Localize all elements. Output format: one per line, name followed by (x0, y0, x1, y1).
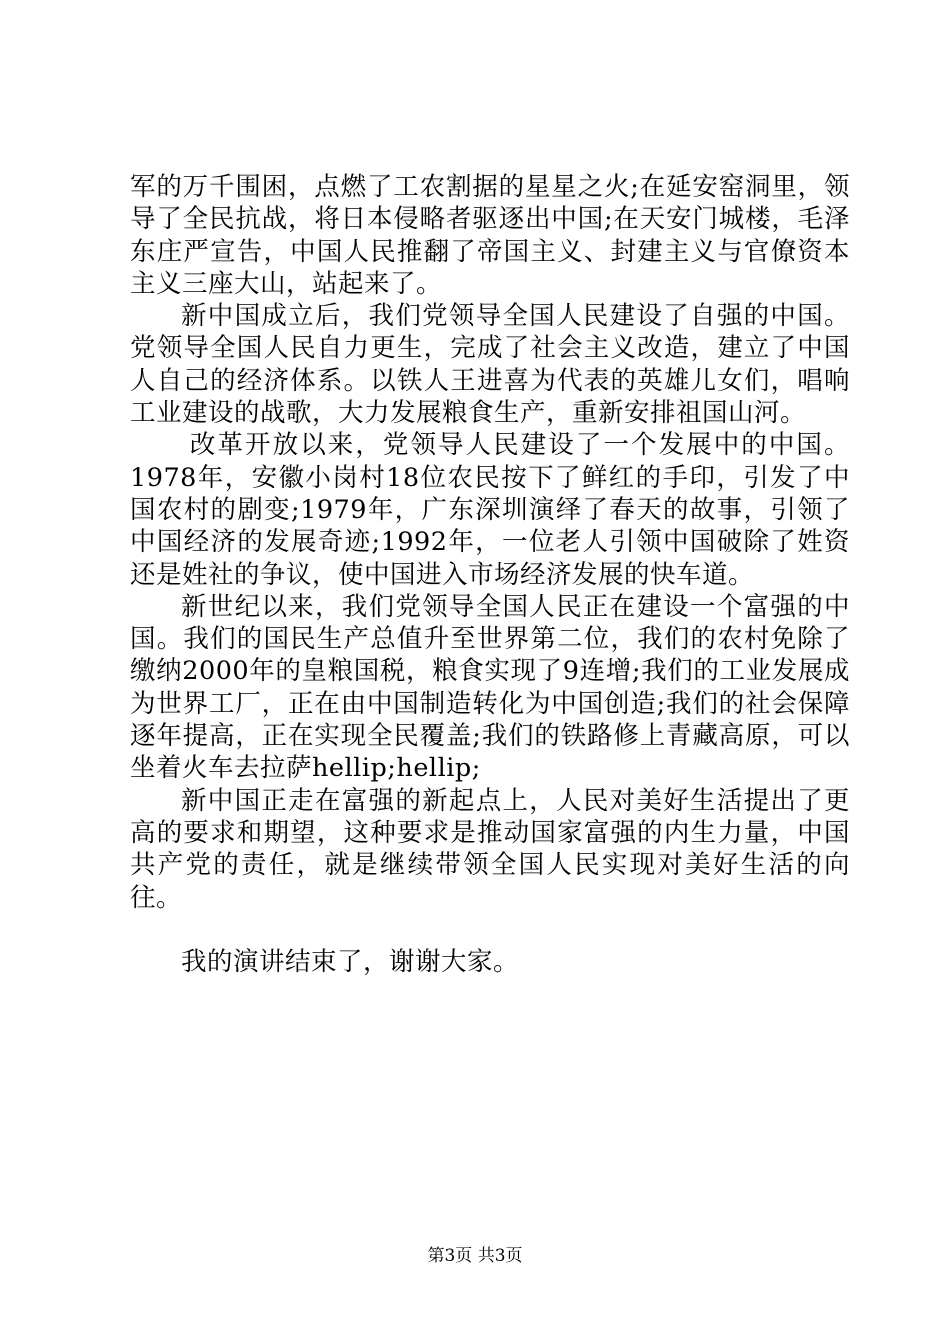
closing-remark: 我的演讲结束了，谢谢大家。 (181, 946, 520, 977)
document-body (130, 171, 850, 978)
paragraph-2: 新中国成立后，我们党领导全国人民建设了自强的中国。党领导全国人民自力更生，完成了社会主义改造，建立了中国人自己的经济体系。以铁人王进喜为代表的英雄儿女们，唱响工业建设的战歌，大力发展粮食生产，重新安排祖国山河。 (130, 301, 850, 429)
page-number: 第3页 共3页 (427, 1246, 523, 1266)
paragraph-1: 军的万千围困，点燃了工农割据的星星之火;在延安窑洞里，领导了全民抗战，将日本侵略者驱逐出中国;在天安门城楼，毛泽东庄严宣告，中国人民推翻了帝国主义、封建主义与官僚资本主义三座大山，站起来了。 (130, 172, 850, 299)
paragraph-5: 新中国正走在富强的新起点上，人民对美好生活提出了更高的要求和期望，这种要求是推动国家富强的内生力量，中国共产党的责任，就是继续带领全国人民实现对美好生活的向往。 (130, 785, 850, 913)
paragraph-4: 新世纪以来，我们党领导全国人民正在建设一个富强的中国。我们的国民生产总值升至世界第二位，我们的农村免除了缴纳2000年的皇粮国税，粮食实现了9连增;我们的工业发展成为世界工厂，正在由中国制造转化为中国创造;我们的社会保障逐年提高，正在实现全民覆盖;我们的铁路修上青藏高原，可以坐着火车去拉萨hellip;hellip; (130, 591, 850, 784)
page-footer (0, 1245, 950, 1267)
paragraph-3: 改革开放以来，党领导人民建设了一个发展中的中国。1978年，安徽小岗村18位农民按下了鲜红的手印，引发了中国农村的剧变;1979年，广东深圳演绎了春天的故事，引领了中国经济的发展奇迹;1992年，一位老人引领中国破除了姓资还是姓社的争议，使中国进入市场经济发展的快车道。 (130, 430, 850, 590)
